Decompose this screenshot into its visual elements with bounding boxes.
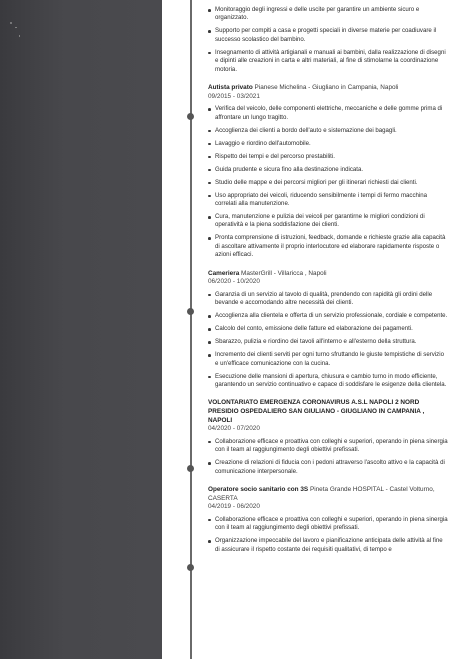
timeline-dot (187, 564, 194, 571)
timeline-dot (187, 113, 194, 120)
timeline-dot (187, 465, 194, 472)
list-item: Organizzazione impeccabile del lavoro e pianificazione anticipata delle attività al fine di assicurare il rispetto costante dei requisiti qualitativi, di tempo e (208, 537, 448, 554)
list-item: Lavaggio e riordino dell'automobile. (208, 140, 448, 148)
list-item: Accoglienza alla clientela e offerta di un servizio professionale, cordiale e competente. (208, 312, 448, 320)
job-bullet-list (208, 291, 448, 390)
timeline-dot (187, 308, 194, 315)
list-item: Collaborazione efficace e proattiva con colleghi e superiori, operando in piena sinergia con il team al raggiungimento degli obiettivi prefissati. (208, 438, 448, 455)
scan-speck (10, 22, 12, 24)
timeline-line (190, 0, 192, 659)
list-item: Creazione di relazioni di fiducia con i pedoni attraverso l'ascolto attivo e la capacità di comunicazione interpersonale. (208, 459, 448, 476)
job-role: Operatore socio sanitario con 3S (208, 486, 309, 494)
job-entry (208, 486, 448, 554)
list-item: Insegnamento di attività artigianali e manuali ai bambini, dalla realizzazione di disegni e dipinti alle creazioni in carta e altri materiali, al fine di stimolarne la coordinazione motoria. (208, 49, 448, 74)
list-item: Incremento dei clienti serviti per ogni turno sfruttando le giuste tempistiche di servizio e un'efficace comunicazione con la cucina. (208, 351, 448, 368)
work-experience-section (208, 6, 448, 559)
job-title (208, 270, 448, 279)
list-item: Rispetto dei tempi e del percorso prestabiliti. (208, 153, 448, 161)
job-title (208, 486, 448, 503)
list-item: Guida prudente e sicura fino alla destinazione indicata. (208, 166, 448, 174)
job-bullet-list (208, 438, 448, 476)
job-employer: Pianese Michelina - Giugliano in Campania, Napoli (254, 84, 399, 92)
job-title (208, 399, 448, 425)
job-role: VOLONTARIATO EMERGENZA CORONAVIRUS A.S.L NAPOLI 2 NORD PRESIDIO OSPEDALIERO SAN GIULIANO - GIUGLIANO IN CAMPANIA , NAPOLI (208, 399, 425, 424)
list-item: Accoglienza dei clienti a bordo dell'auto e sistemazione dei bagagli. (208, 127, 448, 135)
list-item: Sbarazzo, pulizia e riordino dei tavoli all'interno e all'esterno della struttura. (208, 338, 448, 346)
list-item: Uso appropriato dei veicoli, riducendo sensibilmente i tempi di fermo macchina correlati alla manutenzione. (208, 192, 448, 209)
list-item: Supporto per compiti a casa e progetti speciali in diverse materie per coadiuvare il successo scolastico del bambino. (208, 27, 448, 44)
list-item: Esecuzione delle mansioni di apertura, chiusura e cambio turno in modo efficiente, garantendo un servizio continuativo e capace di soddisfare le esigenze della clientela. (208, 373, 448, 390)
job-bullet-list (208, 105, 448, 259)
job-role: Cameriera (208, 269, 240, 277)
list-item: Garanzia di un servizio al tavolo di qualità, prendendo con rapidità gli ordini delle bevande e accomodando altre necessità dei clienti. (208, 291, 448, 308)
list-item: Verifica del veicolo, delle componenti elettriche, meccaniche e delle gomme prima di affrontare un lungo tragitto. (208, 105, 448, 122)
scan-speck (19, 35, 20, 37)
job-dates: 09/2015 - 03/2021 (208, 92, 260, 100)
intro-bullet-list (208, 6, 448, 74)
list-item: Monitoraggio degli ingressi e delle uscite per garantire un ambiente sicuro e organizzato. (208, 6, 448, 23)
left-sidebar-panel (0, 0, 162, 659)
job-employer: MasterGrill - Villaricca , Napoli (241, 269, 327, 277)
scan-speck (15, 27, 17, 28)
job-dates: 06/2020 - 10/2020 (208, 278, 260, 286)
list-item: Collaborazione efficace e proattiva con colleghi e superiori, operando in piena sinergia con il team al raggiungimento degli obiettivi prefissati. (208, 516, 448, 533)
list-item: Studio delle mappe e dei percorsi migliori per gli itinerari richiesti dai clienti. (208, 179, 448, 187)
job-entry (208, 399, 448, 476)
job-employer: Pineta Grande HOSPITAL - Castel Volturno, CASERTA (208, 486, 435, 502)
job-entry (208, 270, 448, 390)
job-title (208, 84, 448, 93)
job-role: Autista privato (208, 84, 253, 92)
list-item: Cura, manutenzione e pulizia dei veicoli per garantirne le migliori condizioni di operatività e la piena soddisfazione dei clienti. (208, 213, 448, 230)
list-item: Calcolo del conto, emissione delle fatture ed elaborazione dei pagamenti. (208, 325, 448, 333)
job-dates: 04/2019 - 06/2020 (208, 503, 260, 511)
job-entry (208, 84, 448, 260)
job-bullet-list (208, 516, 448, 554)
list-item: Pronta comprensione di istruzioni, feedback, domande e richieste grazie alla capacità di ascoltare attivamente il proprio interlocutore ed elaborare rapidamente risposte o azioni efficaci. (208, 234, 448, 259)
job-dates: 04/2020 - 07/2020 (208, 425, 260, 433)
